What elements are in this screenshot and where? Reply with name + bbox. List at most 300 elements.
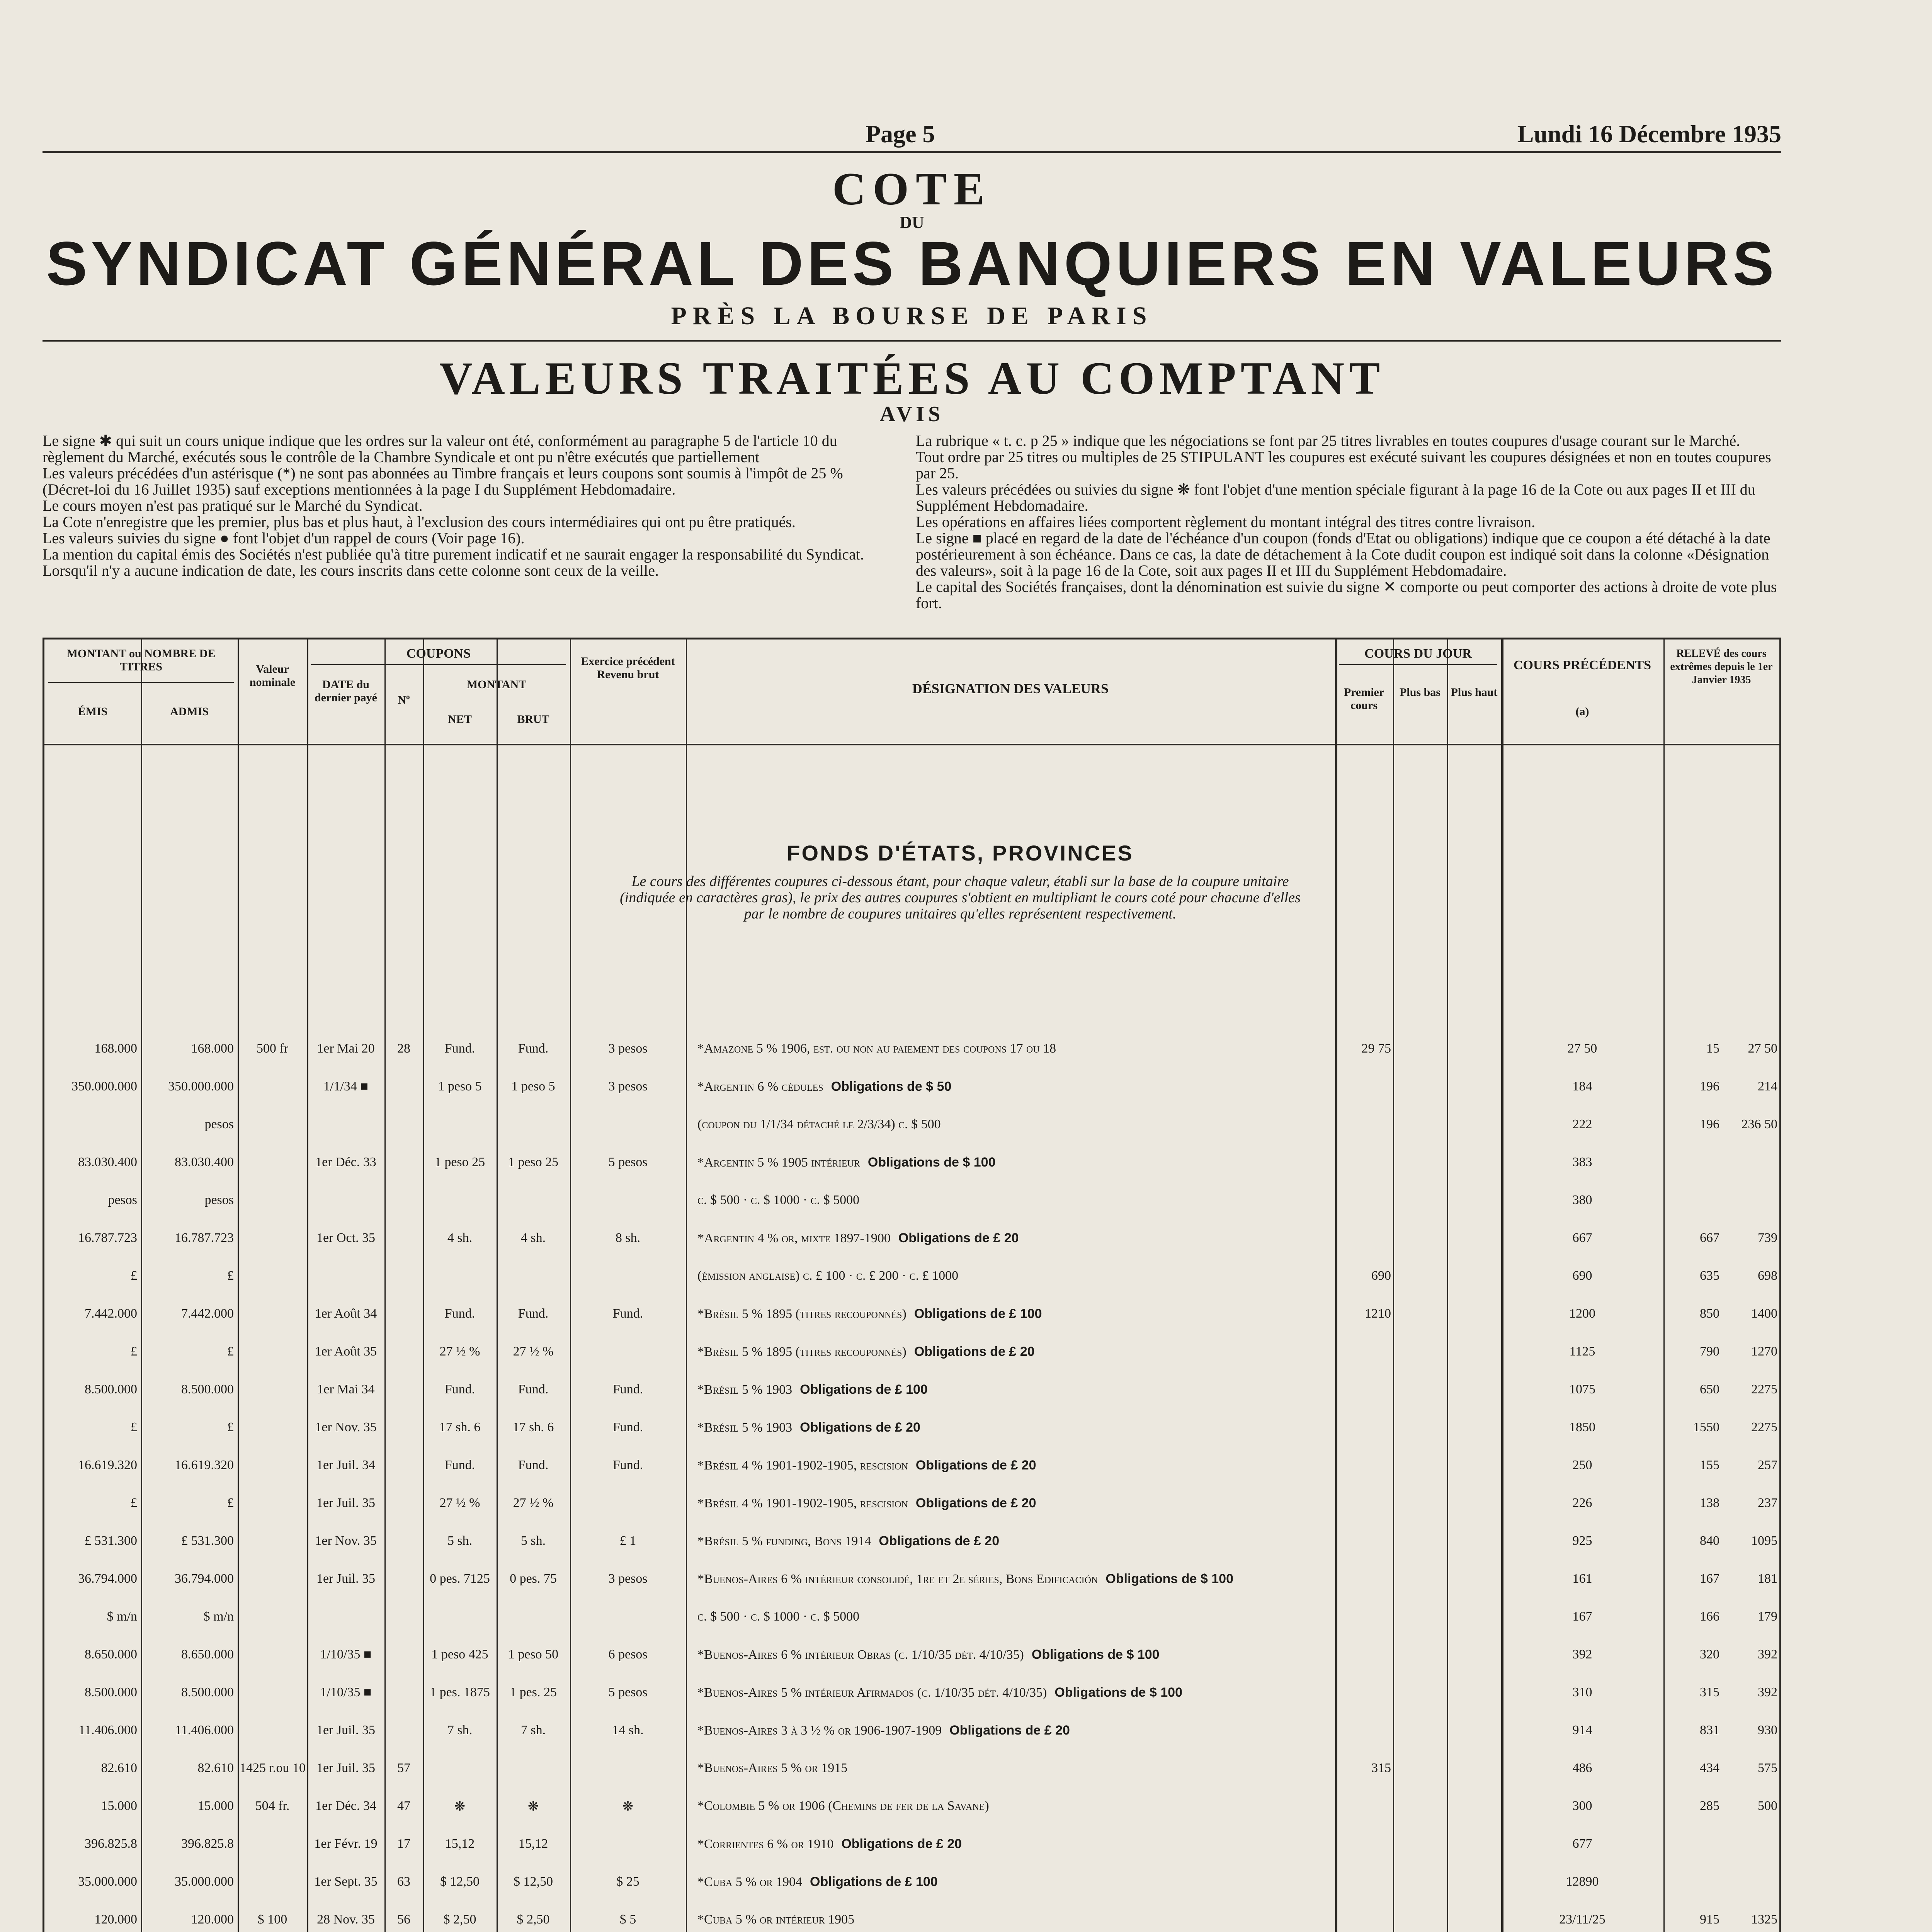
cell-rel-bas: 790	[1700, 1344, 1719, 1359]
table-row	[44, 1496, 1783, 1517]
cell-admis: 350.000.000	[168, 1079, 234, 1094]
table-row	[44, 1420, 1783, 1442]
cell-rel-bas: 915	[1700, 1912, 1719, 1927]
cote-title: COTE	[832, 163, 992, 214]
obligation-denomination: Obligations de £ 20	[949, 1723, 1070, 1738]
cell-rel-bas: 320	[1700, 1647, 1719, 1662]
cell-prec: 300	[1572, 1799, 1592, 1813]
cell-num: 28	[397, 1041, 410, 1056]
col-date-dernier: DATE du dernier payé	[315, 678, 377, 704]
cell-designation	[697, 1874, 1331, 1889]
notice-paragraph: La mention du capital émis des Sociétés n'est publiée qu'à titre purement indicatif et ne saurait engager la responsabilité du Syndicat.	[43, 546, 864, 563]
cell-premier: 315	[1371, 1761, 1391, 1775]
cell-brut: 27 ½ %	[513, 1344, 554, 1359]
cell-premier: 1210	[1365, 1306, 1391, 1321]
table-row	[44, 1647, 1783, 1669]
section-title: FONDS D'ÉTATS, PROVINCES	[787, 841, 1134, 865]
table-row	[44, 1155, 1783, 1177]
cell-brut: $ 2,50	[517, 1912, 550, 1927]
notice-paragraph: Les opérations en affaires liées comportent règlement du montant intégral des titres contre livraison.	[916, 513, 1536, 531]
cell-brut: Fund.	[518, 1458, 549, 1472]
cell-num: 57	[397, 1761, 410, 1775]
table-row	[44, 1269, 1783, 1290]
security-name: *Brésil 5 % funding, Bons 1914	[697, 1534, 871, 1548]
cell-designation	[697, 1420, 1331, 1435]
cell-admis: £ 531.300	[181, 1534, 234, 1548]
cell-exercice: Fund.	[612, 1420, 643, 1434]
syndicate-title: SYNDICAT GÉNÉRAL DES BANQUIERS EN VALEURS	[46, 229, 1778, 298]
cell-date: 1er Juil. 35	[316, 1496, 376, 1510]
page-date: Lundi 16 Décembre 1935	[1517, 120, 1781, 148]
cell-designation	[697, 1344, 1331, 1359]
cell-net: $ 12,50	[440, 1874, 480, 1889]
cell-brut: $ 12,50	[514, 1874, 553, 1889]
cell-designation	[697, 1458, 1331, 1473]
security-name: *Brésil 5 % 1895 (titres recouponnés)	[697, 1345, 906, 1359]
cell-net: 5 sh.	[447, 1534, 473, 1548]
security-name: *Cuba 5 % or intérieur 1905	[697, 1912, 855, 1927]
cell-num: 17	[397, 1837, 410, 1851]
security-name: *Brésil 4 % 1901-1902-1905, rescision	[697, 1496, 908, 1510]
cell-date: 1/10/35 ■	[320, 1685, 372, 1699]
cell-rel-haut: 392	[1758, 1685, 1777, 1699]
cell-rel-haut: 181	[1758, 1571, 1777, 1586]
notice-paragraph: Lorsqu'il n'y a aucune indication de date, les cours inscrits dans cette colonne sont ceux de la veille.	[43, 562, 659, 579]
cell-designation	[697, 1912, 1331, 1927]
table-row	[44, 1382, 1783, 1404]
cell-prec: 925	[1572, 1534, 1592, 1548]
cell-prec: 667	[1572, 1231, 1592, 1245]
cell-rel-bas: 15	[1706, 1041, 1719, 1056]
cell-exercice: $ 25	[616, 1874, 639, 1889]
cell-date: 1er Juil. 34	[316, 1458, 376, 1472]
title-rule	[43, 340, 1781, 342]
cell-prec: 310	[1572, 1685, 1592, 1699]
cell-emis: £	[131, 1269, 137, 1283]
notice-paragraph: La Cote n'enregistre que les premier, plus bas et plus haut, à l'exclusion des cours intermédiaires qui ont pu être pratiqués.	[43, 513, 796, 531]
cell-rel-haut: 2275	[1751, 1420, 1777, 1434]
table-row	[44, 1571, 1783, 1593]
cell-admis: 15.000	[197, 1799, 234, 1813]
cell-net: 27 ½ %	[439, 1496, 480, 1510]
col-premier-cours: Premier cours	[1344, 686, 1384, 712]
cell-brut: Fund.	[518, 1306, 549, 1321]
cell-rel-bas: 667	[1700, 1231, 1719, 1245]
col-numero: Nº	[398, 694, 410, 706]
cell-rel-haut: 214	[1758, 1079, 1777, 1094]
cell-emis: 396.825.8	[85, 1837, 137, 1851]
cell-designation	[697, 1609, 1331, 1624]
cell-date: 1er Juil. 35	[316, 1761, 376, 1775]
cell-exercice: 6 pesos	[608, 1647, 648, 1662]
cell-brut: 5 sh.	[520, 1534, 546, 1548]
obligation-denomination: Obligations de £ 20	[879, 1534, 1000, 1548]
cell-emis: 36.794.000	[78, 1571, 137, 1586]
obligation-denomination: Obligations de $ 100	[1031, 1647, 1160, 1662]
cell-emis: 7.442.000	[85, 1306, 137, 1321]
cell-date: 1er Nov. 35	[315, 1534, 377, 1548]
obligation-denomination: Obligations de $ 100	[867, 1155, 996, 1170]
obligation-denomination: Obligations de $ 100	[1105, 1571, 1233, 1586]
cell-prec: 486	[1572, 1761, 1592, 1775]
cell-admis: 8.500.000	[181, 1382, 234, 1396]
cell-admis: £	[227, 1420, 234, 1434]
cell-rel-haut: 1270	[1751, 1344, 1777, 1359]
page-number: Page 5	[866, 120, 935, 148]
cell-date: 1/10/35 ■	[320, 1647, 372, 1662]
cell-brut: 4 sh.	[520, 1231, 546, 1245]
cell-date: 1/1/34 ■	[323, 1079, 368, 1094]
security-name: *Buenos-Aires 3 à 3 ½ % or 1906-1907-1909	[697, 1723, 942, 1738]
cell-emis: $ m/n	[107, 1609, 137, 1624]
cell-prec: 383	[1572, 1155, 1592, 1169]
notice-paragraph: Les valeurs précédées d'un astérisque (*) ne sont pas abonnées au Timbre français et leurs coupons sont soumis à l'impôt de 25 % (Décret-loi du 16 Juillet 1935) sauf exceptions mentionnées à la page I du Supplément Hebdomadaire.	[43, 464, 843, 498]
cell-prec: 690	[1572, 1269, 1592, 1283]
cell-date: 1er Sept. 35	[314, 1874, 378, 1889]
cell-admis: 16.619.320	[175, 1458, 234, 1472]
cell-emis: 168.000	[94, 1041, 137, 1056]
obligation-denomination: Obligations de $ 50	[831, 1079, 952, 1094]
security-name: *Brésil 5 % 1903	[697, 1420, 793, 1435]
cell-designation	[697, 1761, 1331, 1776]
cell-rel-haut: 575	[1758, 1761, 1777, 1775]
cell-rel-bas: 650	[1700, 1382, 1719, 1396]
col-montant-coupon: MONTANT	[466, 678, 527, 691]
table-row	[44, 1306, 1783, 1328]
cell-date: 1er Oct. 35	[316, 1231, 375, 1245]
cell-designation	[697, 1041, 1331, 1056]
security-name: *Brésil 5 % 1903	[697, 1383, 793, 1397]
cell-designation	[697, 1117, 1331, 1132]
cell-date: 1er Août 34	[315, 1306, 377, 1321]
cell-valeur: 504 fr.	[255, 1799, 290, 1813]
cell-admis: 11.406.000	[175, 1723, 234, 1737]
cell-prec: 914	[1572, 1723, 1592, 1737]
cell-admis: 8.500.000	[181, 1685, 234, 1699]
cell-rel-bas: 850	[1700, 1306, 1719, 1321]
cell-emis: 120.000	[94, 1912, 137, 1927]
obligation-denomination: Obligations de £ 20	[841, 1837, 962, 1851]
cell-exercice: Fund.	[612, 1458, 643, 1472]
col-exercice: Exercice précédent Revenu brut	[581, 655, 675, 681]
cell-emis: 16.619.320	[78, 1458, 137, 1472]
security-name: *Cuba 5 % or 1904	[697, 1875, 803, 1889]
cell-rel-bas: 155	[1700, 1458, 1719, 1472]
cell-date: 1er Déc. 34	[315, 1799, 376, 1813]
sub-rule	[48, 682, 234, 683]
section-block	[612, 840, 1308, 922]
table-row	[44, 1761, 1783, 1782]
cell-admis: £	[227, 1344, 234, 1359]
cell-emis: 16.787.723	[78, 1231, 137, 1245]
cell-exercice: Fund.	[612, 1306, 643, 1321]
cell-designation	[697, 1079, 1331, 1094]
cell-premier: 29 75	[1361, 1041, 1391, 1056]
security-name: *Amazone 5 % 1906, est. ou non au paiement des coupons 17 ou 18	[697, 1041, 1056, 1056]
cell-emis: 35.000.000	[78, 1874, 137, 1889]
security-name: *Buenos-Aires 6 % intérieur Obras (c. 1/10/35 dét. 4/10/35)	[697, 1648, 1024, 1662]
cell-prec: 1200	[1569, 1306, 1595, 1321]
cell-prec: 184	[1572, 1079, 1592, 1094]
cell-rel-bas: 196	[1700, 1079, 1719, 1094]
cell-rel-bas: 167	[1700, 1571, 1719, 1586]
security-name: *Buenos-Aires 5 % intérieur Afirmados (c. 1/10/35 dét. 4/10/35)	[697, 1685, 1047, 1700]
cell-exercice: 8 sh.	[615, 1231, 641, 1245]
security-name: (émission anglaise) c. £ 100 · c. £ 200 · c. £ 1000	[697, 1269, 959, 1283]
cell-prec: 1075	[1569, 1382, 1595, 1396]
cell-rel-haut: 500	[1758, 1799, 1777, 1813]
security-name: c. $ 500 · c. $ 1000 · c. $ 5000	[697, 1193, 860, 1207]
cell-rel-bas: 196	[1700, 1117, 1719, 1131]
cell-emis: 11.406.000	[78, 1723, 137, 1737]
header-rule	[43, 151, 1781, 153]
cell-valeur: $ 100	[257, 1912, 287, 1927]
cell-admis: $ m/n	[203, 1609, 234, 1624]
cell-admis: pesos	[204, 1193, 234, 1207]
cell-rel-bas: 138	[1700, 1496, 1719, 1510]
table-row	[44, 1344, 1783, 1366]
cell-exercice: ❋	[622, 1799, 634, 1814]
obligation-denomination: Obligations de £ 100	[810, 1874, 938, 1889]
notes-left	[43, 433, 896, 579]
cell-rel-haut: 1095	[1751, 1534, 1777, 1548]
cell-brut: 1 peso 5	[511, 1079, 555, 1094]
cell-designation	[697, 1193, 1331, 1208]
col-valeur-nominale: Valeur nominale	[249, 663, 296, 689]
subtitle: PRÈS LA BOURSE DE PARIS	[671, 302, 1153, 330]
table-row	[44, 1079, 1783, 1101]
cell-net: Fund.	[444, 1458, 475, 1472]
security-name: *Colombie 5 % or 1906 (Chemins de fer de la Savane)	[697, 1799, 989, 1813]
cell-num: 47	[397, 1799, 410, 1813]
table-row	[44, 1874, 1783, 1896]
section-note: Le cours des différentes coupures ci-dessous étant, pour chaque valeur, établi sur la base de la coupure unitaire (indiquée en caractères gras), le prix des autres coupures s'obtient en multipliant le cours coté pour chacune d'elles par le nombre de coupures unitaires qu'elles représentent respectivement.	[620, 873, 1301, 922]
obligation-denomination: Obligations de £ 20	[914, 1344, 1035, 1359]
cell-emis: 83.030.400	[78, 1155, 137, 1169]
cell-exercice: 3 pesos	[608, 1041, 648, 1056]
cell-designation	[697, 1306, 1331, 1321]
cell-brut: Fund.	[518, 1041, 549, 1056]
table-row	[44, 1534, 1783, 1555]
cell-admis: 7.442.000	[181, 1306, 234, 1321]
cell-admis: 8.650.000	[181, 1647, 234, 1662]
cell-prec: 1125	[1569, 1344, 1595, 1359]
cell-emis: 8.650.000	[85, 1647, 137, 1662]
quotation-table	[43, 638, 1781, 1932]
cell-net: Fund.	[444, 1382, 475, 1396]
section-heading: VALEURS TRAITÉES AU COMPTANT	[439, 352, 1385, 404]
cell-admis: 16.787.723	[175, 1231, 234, 1245]
cell-net: 0 pes. 7125	[430, 1571, 490, 1586]
cell-num: 63	[397, 1874, 410, 1889]
col-designation: DÉSIGNATION DES VALEURS	[912, 681, 1109, 696]
col-cours-precedents: COURS PRÉCÉDENTS	[1513, 658, 1651, 672]
cell-admis: 396.825.8	[181, 1837, 234, 1851]
cell-emis: £ 531.300	[85, 1534, 137, 1548]
cell-brut: 15,12	[518, 1837, 548, 1851]
cell-net: ❋	[454, 1799, 466, 1814]
cell-prec: 167	[1572, 1609, 1592, 1624]
cell-date: 1er Juil. 35	[316, 1723, 376, 1737]
cell-designation	[697, 1723, 1331, 1738]
cell-date: 1er Nov. 35	[315, 1420, 377, 1434]
cell-designation	[697, 1837, 1331, 1852]
cell-rel-haut: 392	[1758, 1647, 1777, 1662]
cell-emis: 8.500.000	[85, 1382, 137, 1396]
cell-rel-bas: 285	[1700, 1799, 1719, 1813]
notice-paragraph: Tout ordre par 25 titres ou multiples de 25 STIPULANT les coupures est exécuté suivant les coupures désignées et non en toutes coupures par 25.	[916, 448, 1771, 482]
sub-rule	[311, 664, 566, 665]
cell-designation	[697, 1799, 1331, 1813]
notes-right	[916, 433, 1781, 611]
cell-rel-haut: 179	[1758, 1609, 1777, 1624]
notice-paragraph: Les valeurs suivies du signe ● font l'objet d'un rappel de cours (Voir page 16).	[43, 529, 525, 547]
cell-rel-haut: 930	[1758, 1723, 1777, 1737]
cell-prec: 380	[1572, 1193, 1592, 1207]
cell-admis: 35.000.000	[175, 1874, 234, 1889]
cell-admis: £	[227, 1496, 234, 1510]
cell-admis: 168.000	[191, 1041, 234, 1056]
cell-brut: 27 ½ %	[513, 1496, 554, 1510]
cell-exercice: 3 pesos	[608, 1571, 648, 1586]
security-name: *Brésil 4 % 1901-1902-1905, rescision	[697, 1458, 908, 1473]
cell-admis: pesos	[204, 1117, 234, 1131]
cell-admis: 120.000	[191, 1912, 234, 1927]
security-name: *Corrientes 6 % or 1910	[697, 1837, 834, 1851]
obligation-denomination: Obligations de £ 100	[800, 1382, 928, 1397]
col-cours-du-jour: COURS DU JOUR	[1364, 646, 1472, 661]
cell-emis: £	[131, 1344, 137, 1359]
cell-net: $ 2,50	[443, 1912, 476, 1927]
cell-prec: 392	[1572, 1647, 1592, 1662]
cell-date: 1er Févr. 19	[314, 1837, 378, 1851]
cell-emis: 8.500.000	[85, 1685, 137, 1699]
cell-admis: £	[227, 1269, 234, 1283]
table-header-rule	[44, 744, 1779, 745]
cell-prec: 222	[1572, 1117, 1592, 1131]
avis-label: AVIS	[879, 402, 944, 426]
cell-admis: 83.030.400	[175, 1155, 234, 1169]
obligation-denomination: Obligations de £ 20	[915, 1496, 1036, 1510]
table-row	[44, 1041, 1783, 1063]
col-plus-bas: Plus bas	[1400, 686, 1440, 699]
cell-admis: 82.610	[197, 1761, 234, 1775]
cell-date: 1er Août 35	[315, 1344, 377, 1359]
cell-rel-haut: 1400	[1751, 1306, 1777, 1321]
cell-prec: 250	[1572, 1458, 1592, 1472]
cell-designation	[697, 1647, 1331, 1662]
security-name: *Argentin 5 % 1905 intérieur	[697, 1155, 860, 1170]
cell-date: 1er Juil. 35	[316, 1571, 376, 1586]
cell-designation	[697, 1534, 1331, 1549]
notice-paragraph: Le cours moyen n'est pas pratiqué sur le Marché du Syndicat.	[43, 497, 423, 514]
page-header	[43, 120, 1781, 166]
cell-designation	[697, 1269, 1331, 1283]
obligation-denomination: Obligations de £ 20	[800, 1420, 920, 1435]
cell-exercice: $ 5	[619, 1912, 636, 1927]
cell-prec: 12890	[1566, 1874, 1599, 1889]
sub-rule	[1339, 664, 1497, 665]
cell-net: 1 peso 25	[434, 1155, 485, 1169]
cell-emis: pesos	[108, 1193, 137, 1207]
cell-net: 1 pes. 1875	[430, 1685, 490, 1699]
cell-date: 28 Nov. 35	[317, 1912, 375, 1927]
cell-net: 1 peso 425	[431, 1647, 488, 1662]
cell-prec: 27 50	[1567, 1041, 1597, 1056]
table-row	[44, 1837, 1783, 1858]
cell-rel-bas: 840	[1700, 1534, 1719, 1548]
notice-paragraph: Le signe ■ placé en regard de la date de l'échéance d'un coupon (fonds d'Etat ou obligations) indique que ce coupon a été détaché à la date postérieurement à son échéance. Dans ce cas, la date de détachement à la Cote dudit coupon est indiqué soit dans la colonne «Désignation des valeurs», soit à la page 16 de la Cote, soit aux pages II et III du Supplément Hebdomadaire.	[916, 529, 1770, 579]
cell-prec: 226	[1572, 1496, 1592, 1510]
cell-rel-haut: 257	[1758, 1458, 1777, 1472]
newspaper-page	[43, 97, 1781, 1932]
col-emis: ÉMIS	[78, 705, 108, 718]
cell-brut: 7 sh.	[520, 1723, 546, 1737]
cell-date: 1er Déc. 33	[315, 1155, 376, 1169]
cell-net: 1 peso 5	[438, 1079, 482, 1094]
security-name: *Argentin 4 % or, mixte 1897-1900	[697, 1231, 891, 1245]
col-net: NET	[448, 713, 472, 726]
obligation-denomination: Obligations de £ 20	[915, 1458, 1036, 1473]
cell-net: 15,12	[445, 1837, 475, 1851]
cell-net: 17 sh. 6	[439, 1420, 481, 1434]
notice-paragraph: Le signe ✱ qui suit un cours unique indique que les ordres sur la valeur ont été, conformément au paragraphe 5 de l'article 10 du règlement du Marché, exécutés sous le contrôle de la Chambre Syndicale et ont pu n'être exécutés que partiellement	[43, 432, 837, 466]
cell-exercice: 14 sh.	[612, 1723, 644, 1737]
cell-designation	[697, 1155, 1331, 1170]
table-row	[44, 1685, 1783, 1707]
cell-designation	[697, 1571, 1331, 1587]
cell-rel-haut: 2275	[1751, 1382, 1777, 1396]
table-row	[44, 1193, 1783, 1214]
col-admis: ADMIS	[170, 705, 209, 718]
cell-emis: 350.000.000	[71, 1079, 137, 1094]
cell-rel-haut: 237	[1758, 1496, 1777, 1510]
cell-exercice: £ 1	[619, 1534, 636, 1548]
col-brut: BRUT	[517, 713, 549, 726]
cell-designation	[697, 1685, 1331, 1700]
cell-rel-haut: 698	[1758, 1269, 1777, 1283]
cell-brut: 1 peso 25	[508, 1155, 559, 1169]
cell-rel-haut: 236 50	[1741, 1117, 1777, 1131]
col-releve: RELEVÉ des cours extrêmes depuis le 1er Janvier 1935	[1670, 648, 1773, 686]
cell-rel-haut: 739	[1758, 1231, 1777, 1245]
table-row	[44, 1117, 1783, 1139]
cell-emis: 82.610	[101, 1761, 137, 1775]
table-row	[44, 1799, 1783, 1820]
cell-prec: 161	[1572, 1571, 1592, 1586]
cell-rel-bas: 635	[1700, 1269, 1719, 1283]
cell-emis: 15.000	[101, 1799, 137, 1813]
cell-rel-bas: 1550	[1693, 1420, 1719, 1434]
notice-paragraph: La rubrique « t. c. p 25 » indique que les négociations se font par 25 titres livrables en toutes coupures d'usage courant sur le Marché.	[916, 432, 1740, 449]
cell-brut: 1 pes. 25	[510, 1685, 557, 1699]
cell-emis: £	[131, 1496, 137, 1510]
cell-rel-bas: 166	[1700, 1609, 1719, 1624]
cell-rel-bas: 434	[1700, 1761, 1719, 1775]
security-name: *Buenos-Aires 5 % or 1915	[697, 1761, 848, 1775]
cell-rel-bas: 315	[1700, 1685, 1719, 1699]
table-row	[44, 1231, 1783, 1252]
cell-rel-haut: 1325	[1751, 1912, 1777, 1927]
cell-premier: 690	[1371, 1269, 1391, 1283]
col-plus-haut: Plus haut	[1451, 686, 1498, 699]
cell-net: 7 sh.	[447, 1723, 473, 1737]
cell-rel-haut: 27 50	[1748, 1041, 1777, 1056]
cell-designation	[697, 1231, 1331, 1246]
cell-emis: £	[131, 1420, 137, 1434]
cell-prec: 23/11/25	[1559, 1912, 1605, 1927]
cell-net: Fund.	[444, 1306, 475, 1321]
